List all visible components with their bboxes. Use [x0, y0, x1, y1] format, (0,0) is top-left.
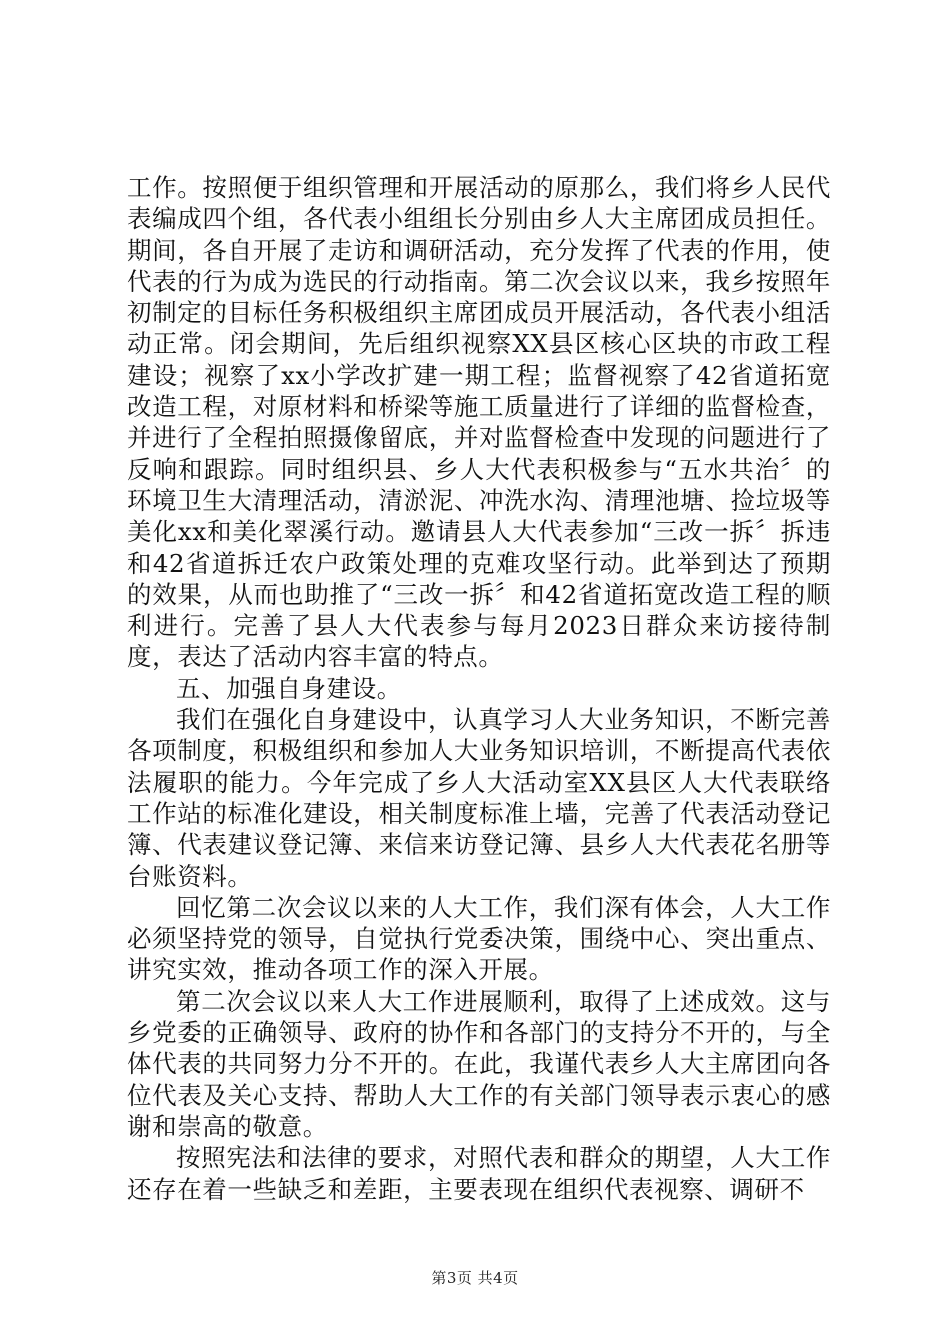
document-body	[127, 172, 831, 1205]
paragraph-self-building: 我们在强化自身建设中，认真学习人大业务知识，不断完善各项制度，积极组织和参加人大业务知识培训，不断提高代表依法履职的能力。今年完成了乡人大活动室XX县区人大代表联络工作站的标准化建设，相关制度标准上墙，完善了代表活动登记簿、代表建议登记簿、来信来访登记簿、县乡人大代表花名册等台账资料。	[127, 705, 831, 891]
section-heading-self-building: 五、加强自身建设。	[176, 673, 402, 703]
paragraph-thanks: 第二次会议以来人大工作进展顺利，取得了上述成效。这与乡党委的正确领导、政府的协作和各部门的支持分不开的，与全体代表的共同努力分不开的。在此，我谨代表乡人大主席团向各位代表及关心支持、帮助人大工作的有关部门领导表示衷心的感谢和崇高的敬意。	[127, 986, 831, 1141]
paragraph-shortcomings: 按照宪法和法律的要求，对照代表和群众的期望，人大工作还存在着一些缺乏和差距，主要表现在组织代表视察、调研不	[127, 1143, 831, 1204]
paragraph-review: 回忆第二次会议以来的人大工作，我们深有体会，人大工作必须坚持党的领导，自觉执行党委决策，围绕中心、突出重点、讲究实效，推动各项工作的深入开展。	[127, 892, 831, 985]
page-number-footer: 第3页 共4页	[431, 1269, 519, 1287]
paragraph-activities: 工作。按照便于组织管理和开展活动的原那么，我们将乡人民代表编成四个组，各代表小组组长分别由乡人大主席团成员担任。期间，各自开展了走访和调研活动，充分发挥了代表的作用，使代表的行为成为选民的行动指南。第二次会议以来，我乡按照年初制定的目标任务积极组织主席团成员开展活动，各代表小组活动正常。闭会期间，先后组织视察XX县区核心区块的市政工程建设；视察了xx小学改扩建一期工程；监督视察了42省道拓宽改造工程，对原材料和桥梁等施工质量进行了详细的监督检查，并进行了全程拍照摄像留底，并对监督检查中发现的问题进行了反响和跟踪。同时组织县、乡人大代表积极参与“五水共治〞的环境卫生大清理活动，清淤泥、冲洗水沟、清理池塘、捡垃圾等美化xx和美化翠溪行动。邀请县人大代表参加“三改一拆〞拆违和42省道拆迁农户政策处理的克难攻坚行动。此举到达了预期的效果，从而也助推了“三改一拆〞和42省道拓宽改造工程的顺利进行。完善了县人大代表参与每月2023日群众来访接待制度，表达了活动内容丰富的特点。	[127, 173, 831, 672]
